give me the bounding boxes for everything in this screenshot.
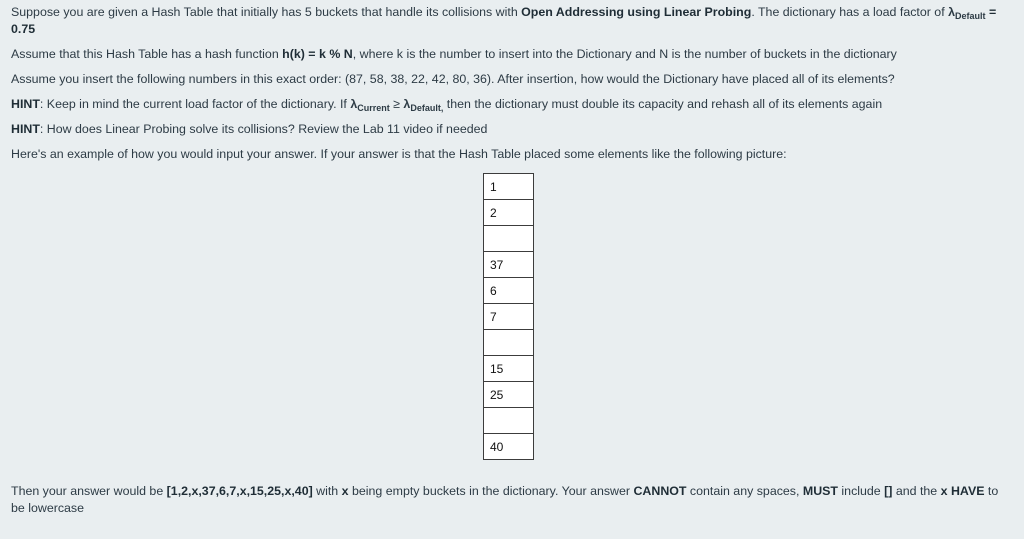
bucket-cell: 37 bbox=[484, 252, 534, 278]
bucket-cell: 25 bbox=[484, 382, 534, 408]
bucket-row bbox=[484, 252, 534, 278]
hash-function-formula: h(k) = k % N bbox=[282, 47, 353, 61]
bucket-cell: 2 bbox=[484, 200, 534, 226]
hash-function-text: Assume that this Hash Table has a hash function bbox=[11, 47, 283, 61]
answer-x-have: x HAVE bbox=[940, 484, 985, 498]
answer-text-6: and the bbox=[892, 484, 941, 498]
load-factor-value: = 0.75 bbox=[11, 5, 997, 36]
bucket-row bbox=[484, 226, 534, 252]
bucket-row bbox=[484, 200, 534, 226]
answer-text-5: include bbox=[837, 484, 885, 498]
hint-1-text-2: then the dictionary must double its capacity and rehash all of its elements again bbox=[443, 97, 883, 111]
question-body bbox=[11, 4, 1011, 171]
answer-x: x bbox=[341, 484, 349, 498]
bucket-row bbox=[484, 330, 534, 356]
hint-2-paragraph bbox=[11, 121, 1011, 138]
example-intro-paragraph: Here's an example of how you would input your answer. If your answer is that the Hash Table placed some elements like the following picture: bbox=[11, 147, 787, 161]
lambda-default-subscript: Default bbox=[955, 11, 986, 21]
bucket-row bbox=[484, 408, 534, 434]
answer-cannot: CANNOT bbox=[633, 484, 687, 498]
bucket-cell bbox=[484, 408, 534, 434]
intro-method: Open Addressing using Linear Probing bbox=[521, 5, 752, 19]
intro-text: Suppose you are given a Hash Table that initially has 5 buckets that handle its collisions with bbox=[11, 5, 522, 19]
insert-paragraph: Assume you insert the following numbers in this exact order: (87, 58, 38, 22, 42, 80, 36). After insertion, how would the Dictionary have placed all of its elements? bbox=[11, 72, 895, 86]
geq-symbol: ≥ bbox=[389, 97, 404, 111]
bucket-row bbox=[484, 356, 534, 382]
lambda-current-subscript: Current bbox=[357, 103, 390, 113]
answer-text-2: with bbox=[312, 484, 342, 498]
hint-1-paragraph bbox=[11, 96, 1011, 113]
lambda-default-symbol: λ bbox=[403, 97, 411, 111]
hint-1-text: : Keep in mind the current load factor of the dictionary. If bbox=[39, 97, 351, 111]
lambda-symbol: λ bbox=[948, 5, 955, 19]
lambda-default-subscript-2: Default, bbox=[410, 103, 444, 113]
answer-brackets: [] bbox=[884, 484, 893, 498]
bucket-cell: 40 bbox=[484, 434, 534, 460]
hint-2-label: HINT bbox=[11, 122, 40, 136]
bucket-cell: 6 bbox=[484, 278, 534, 304]
lambda-current-symbol: λ bbox=[350, 97, 358, 111]
example-hash-table bbox=[483, 173, 534, 460]
answer-text bbox=[11, 483, 1011, 517]
hash-function-text-2: , where k is the number to insert into the Dictionary and N is the number of buckets in the dictionary bbox=[352, 47, 897, 61]
hash-function-paragraph bbox=[11, 46, 1011, 63]
answer-text-3: being empty buckets in the dictionary. Your answer bbox=[348, 484, 634, 498]
bucket-cell bbox=[484, 330, 534, 356]
hint-2-text: : How does Linear Probing solve its collisions? Review the Lab 11 video if needed bbox=[39, 122, 488, 136]
bucket-cell: 7 bbox=[484, 304, 534, 330]
bucket-cell: 15 bbox=[484, 356, 534, 382]
bucket-row bbox=[484, 174, 534, 200]
intro-text-2: . The dictionary has a load factor of bbox=[751, 5, 949, 19]
answer-format-paragraph bbox=[11, 483, 1011, 517]
bucket-row bbox=[484, 304, 534, 330]
hash-table bbox=[483, 173, 534, 460]
bucket-cell bbox=[484, 226, 534, 252]
answer-text-7: to be lowercase bbox=[11, 484, 999, 515]
answer-example: [1,2,x,37,6,7,x,15,25,x,40] bbox=[166, 484, 313, 498]
intro-paragraph bbox=[11, 4, 1011, 38]
hint-1-label: HINT bbox=[11, 97, 40, 111]
answer-text-4: contain any spaces, bbox=[686, 484, 803, 498]
bucket-row bbox=[484, 434, 534, 460]
bucket-cell: 1 bbox=[484, 174, 534, 200]
answer-text-1: Then your answer would be bbox=[11, 484, 167, 498]
answer-must: MUST bbox=[802, 484, 838, 498]
bucket-row bbox=[484, 278, 534, 304]
bucket-row bbox=[484, 382, 534, 408]
